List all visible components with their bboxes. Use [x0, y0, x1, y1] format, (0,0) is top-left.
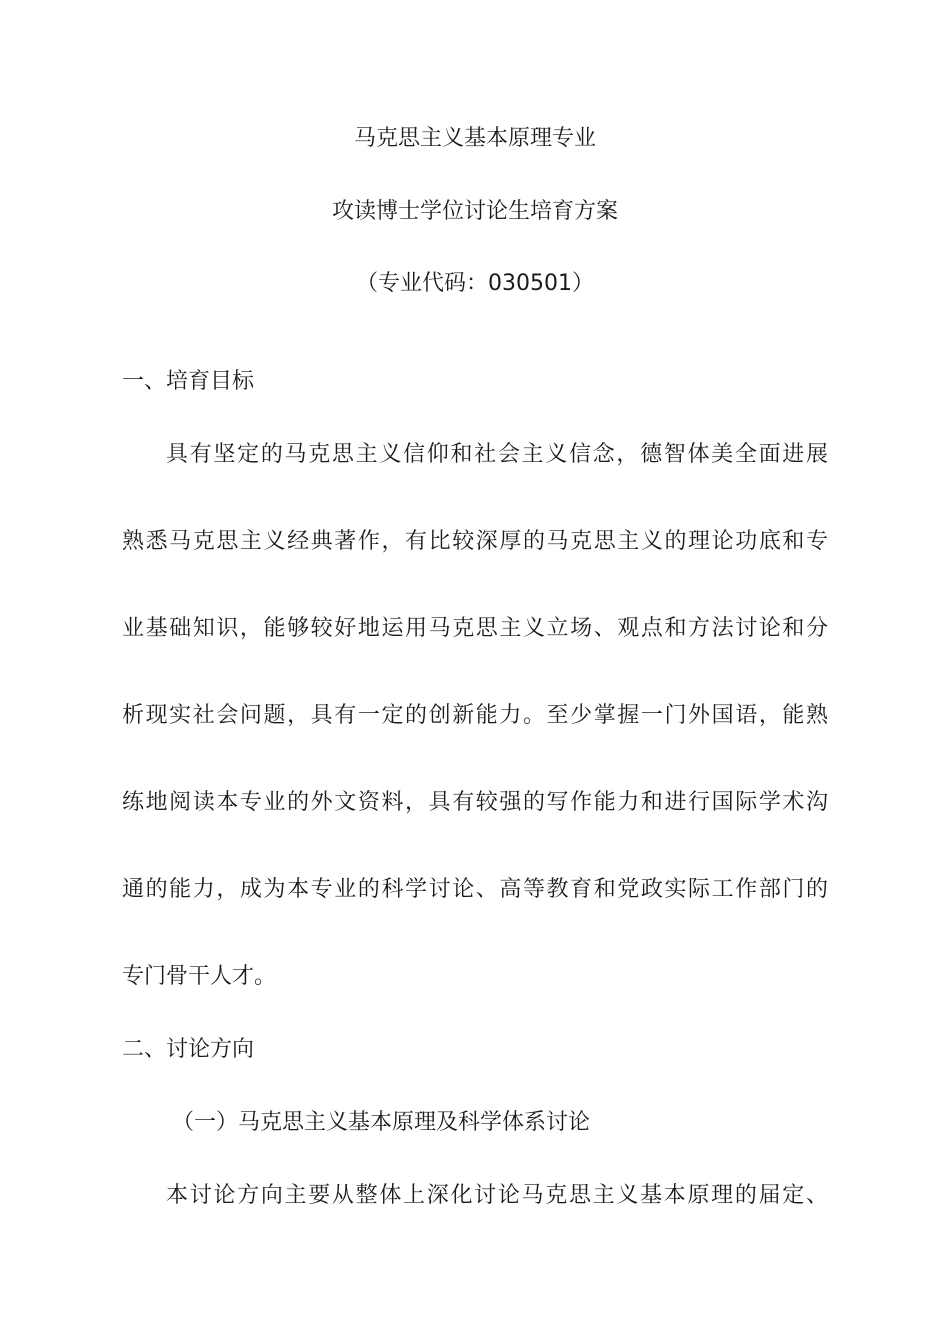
paragraph-line: 熟悉马克思主义经典著作，有比较深厚的马克思主义的理论功底和专	[122, 529, 828, 554]
document-title-line-2: 攻读博士学位讨论生培育方案	[331, 199, 618, 224]
paragraph-line: 本讨论方向主要从整体上深化讨论马克思主义基本原理的届定、	[166, 1183, 828, 1208]
document-title-line-1: 马克思主义基本原理专业	[353, 126, 596, 151]
paragraph-line: 专门骨干人才。	[122, 964, 277, 989]
paragraph-line: 通的能力，成为本专业的科学讨论、高等教育和党政实际工作部门的	[122, 877, 828, 902]
paragraph-line: 析现实社会问题，具有一定的创新能力。至少掌握一门外国语，能熟	[122, 703, 828, 728]
section-heading-research-directions: 二、讨论方向	[122, 1037, 255, 1062]
paragraph-line: 业基础知识，能够较好地运用马克思主义立场、观点和方法讨论和分	[122, 616, 828, 641]
paragraph-line: 具有坚定的马克思主义信仰和社会主义信念，德智体美全面进展	[166, 442, 828, 467]
subsection-heading: （一）马克思主义基本原理及科学体系讨论	[172, 1110, 591, 1135]
paragraph-line: 练地阅读本专业的外文资料，具有较强的写作能力和进行国际学术沟	[122, 790, 828, 815]
document-title-line-3: （专业代码：030501）	[356, 271, 594, 296]
section-heading-training-goals: 一、培育目标	[122, 369, 255, 394]
